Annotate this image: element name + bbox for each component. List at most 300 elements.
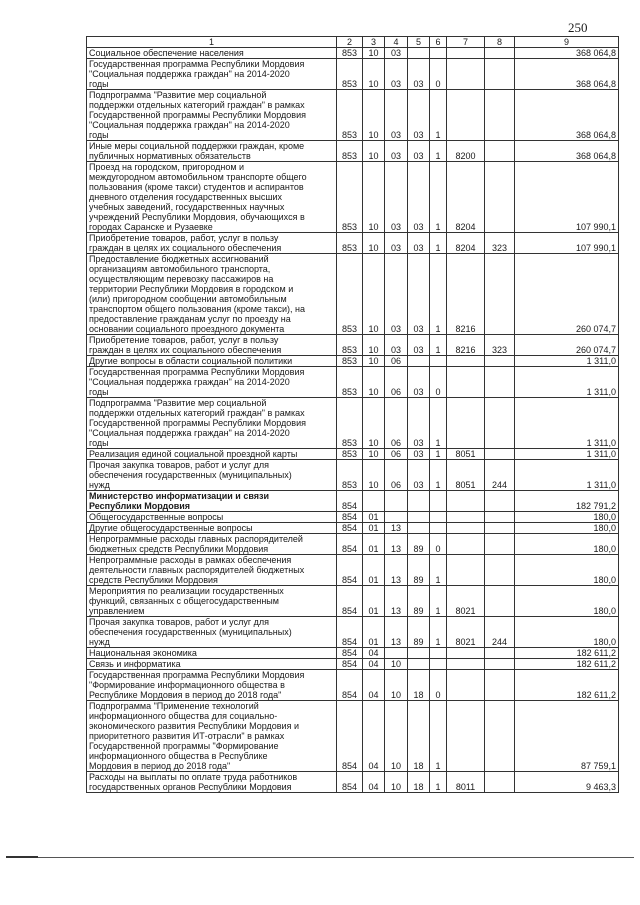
row-name-line: территории Республики Мордовия в городском и — [89, 284, 294, 294]
row-name-line: годы — [89, 387, 109, 397]
row-code: 1 — [430, 586, 447, 617]
row-name-line: Государственной программы "Формирование — [89, 741, 279, 751]
row-name-line: обеспечения государственных (муниципальных) — [89, 627, 292, 637]
row-name-line: Государственной программы Республики Мордовия — [89, 110, 306, 120]
row-code: 03 — [385, 59, 408, 90]
row-name — [87, 617, 337, 648]
table-row — [87, 460, 619, 491]
row-code: 10 — [363, 233, 385, 254]
row-name-line: "Формирование информационного общества в — [89, 680, 285, 690]
row-name-line: Прочая закупка товаров, работ и услуг для — [89, 617, 269, 627]
row-name-line: нужд — [89, 480, 110, 490]
row-code — [447, 59, 485, 90]
row-name — [87, 59, 337, 90]
row-code: 03 — [385, 90, 408, 141]
row-code: 01 — [363, 512, 385, 523]
row-code — [447, 356, 485, 367]
row-code: 10 — [363, 356, 385, 367]
row-name — [87, 648, 337, 659]
row-code — [485, 254, 515, 335]
row-code — [485, 670, 515, 701]
row-code — [485, 59, 515, 90]
row-code: 13 — [385, 586, 408, 617]
row-code: 853 — [337, 254, 363, 335]
row-code — [447, 90, 485, 141]
row-name-line: Другие вопросы в области социальной политики — [89, 356, 293, 366]
row-name-line: Общегосударственные вопросы — [89, 512, 224, 522]
row-name-line: граждан в целях их социального обеспечения — [89, 243, 282, 253]
row-code — [485, 48, 515, 59]
row-code — [485, 449, 515, 460]
row-name — [87, 491, 337, 512]
row-code: 323 — [485, 233, 515, 254]
row-code: 10 — [363, 141, 385, 162]
table-row — [87, 59, 619, 90]
row-code — [385, 512, 408, 523]
row-code: 853 — [337, 162, 363, 233]
row-code: 853 — [337, 233, 363, 254]
col-header: 9 — [515, 37, 619, 48]
table-row — [87, 254, 619, 335]
row-code: 10 — [385, 670, 408, 701]
row-code: 8011 — [447, 772, 485, 793]
row-code: 244 — [485, 617, 515, 648]
row-amount: 180,0 — [515, 617, 619, 648]
row-code: 03 — [408, 59, 430, 90]
row-code — [485, 512, 515, 523]
row-code: 853 — [337, 141, 363, 162]
row-code: 13 — [385, 617, 408, 648]
row-code: 03 — [385, 162, 408, 233]
row-code — [408, 659, 430, 670]
row-code — [485, 555, 515, 586]
page-number: 250 — [568, 20, 588, 35]
row-code — [485, 701, 515, 772]
row-amount: 180,0 — [515, 512, 619, 523]
row-name-line: Мордовия в период до 2018 года" — [89, 761, 231, 771]
row-name-line: организациям автомобильного транспорта, — [89, 264, 271, 274]
table-row — [87, 449, 619, 460]
row-name-line: Непрограммные расходы главных распорядителей — [89, 534, 303, 544]
row-code: 854 — [337, 512, 363, 523]
table-row — [87, 356, 619, 367]
row-code — [485, 398, 515, 449]
table-row — [87, 233, 619, 254]
row-code: 01 — [363, 523, 385, 534]
table-row — [87, 670, 619, 701]
row-code: 03 — [385, 48, 408, 59]
row-name-line: публичных нормативных обязательств — [89, 151, 251, 161]
row-amount: 182 611,2 — [515, 648, 619, 659]
row-code: 1 — [430, 162, 447, 233]
row-code: 8204 — [447, 162, 485, 233]
row-code — [485, 356, 515, 367]
row-name-line: Подпрограмма "Развитие мер социальной — [89, 398, 267, 408]
row-code — [430, 659, 447, 670]
table-row — [87, 90, 619, 141]
row-code — [408, 512, 430, 523]
row-code — [430, 512, 447, 523]
row-name-line: междугородном автомобильном транспорте общего — [89, 172, 307, 182]
row-amount: 260 074,7 — [515, 335, 619, 356]
row-code: 8051 — [447, 449, 485, 460]
row-code: 06 — [385, 398, 408, 449]
row-code: 1 — [430, 772, 447, 793]
row-code: 10 — [385, 772, 408, 793]
row-code: 89 — [408, 586, 430, 617]
row-code: 10 — [385, 659, 408, 670]
row-code — [447, 648, 485, 659]
footer-line — [38, 857, 634, 858]
table-row — [87, 512, 619, 523]
row-code: 0 — [430, 59, 447, 90]
row-amount: 107 990,1 — [515, 162, 619, 233]
row-code — [408, 356, 430, 367]
row-code: 1 — [430, 233, 447, 254]
row-name-line: Непрограммные расходы в рамках обеспечения — [89, 555, 292, 565]
row-name-line: Министерство информатизации и связи — [89, 491, 269, 501]
row-code — [447, 48, 485, 59]
row-name-line: экономического развития Республики Мордовия и — [89, 721, 299, 731]
row-name-line: приоритетного развития ИТ-отрасли" в рамках — [89, 731, 285, 741]
row-amount: 180,0 — [515, 534, 619, 555]
row-code: 03 — [385, 141, 408, 162]
row-code: 06 — [385, 460, 408, 491]
row-amount: 1 311,0 — [515, 356, 619, 367]
row-code: 0 — [430, 367, 447, 398]
row-name — [87, 772, 337, 793]
row-name-line: Приобретение товаров, работ, услуг в пользу — [89, 335, 279, 345]
row-code — [447, 491, 485, 512]
row-name-line: Другие общегосударственные вопросы — [89, 523, 253, 533]
row-code: 1 — [430, 701, 447, 772]
row-name-line: Подпрограмма "Развитие мер социальной — [89, 90, 267, 100]
row-name — [87, 523, 337, 534]
row-name — [87, 586, 337, 617]
row-code: 1 — [430, 141, 447, 162]
row-name-line: Подпрограмма "Применение технологий — [89, 701, 259, 711]
row-name-line: годы — [89, 130, 109, 140]
row-code: 1 — [430, 460, 447, 491]
table-row — [87, 701, 619, 772]
row-name-line: основании социального проездного документа — [89, 324, 285, 334]
row-code: 8200 — [447, 141, 485, 162]
row-code — [447, 398, 485, 449]
row-amount: 182 791,2 — [515, 491, 619, 512]
row-name-line: поддержки отдельных категорий граждан" в рамках — [89, 100, 305, 110]
row-code: 03 — [408, 233, 430, 254]
row-code: 01 — [363, 534, 385, 555]
row-code: 10 — [363, 335, 385, 356]
row-name — [87, 659, 337, 670]
row-code: 854 — [337, 670, 363, 701]
table-row — [87, 586, 619, 617]
row-amount: 1 311,0 — [515, 449, 619, 460]
row-code: 854 — [337, 586, 363, 617]
row-code: 853 — [337, 398, 363, 449]
col-header: 8 — [485, 37, 515, 48]
row-name — [87, 512, 337, 523]
row-code — [485, 659, 515, 670]
row-amount: 368 064,8 — [515, 59, 619, 90]
row-code: 10 — [363, 254, 385, 335]
row-code: 8021 — [447, 617, 485, 648]
row-name — [87, 534, 337, 555]
table-row — [87, 398, 619, 449]
row-name — [87, 90, 337, 141]
table-row — [87, 555, 619, 586]
row-name — [87, 356, 337, 367]
row-code: 0 — [430, 534, 447, 555]
row-name-line: деятельности главных распорядителей бюджетных — [89, 565, 305, 575]
row-name-line: Связь и информатика — [89, 659, 181, 669]
row-code — [408, 48, 430, 59]
col-header: 5 — [408, 37, 430, 48]
row-code: 10 — [363, 398, 385, 449]
row-amount: 1 311,0 — [515, 460, 619, 491]
row-code: 1 — [430, 254, 447, 335]
row-code: 854 — [337, 523, 363, 534]
row-name-line: информационного общества в Республике — [89, 751, 268, 761]
row-code — [447, 367, 485, 398]
row-code: 853 — [337, 449, 363, 460]
row-code — [485, 586, 515, 617]
row-name — [87, 141, 337, 162]
row-name — [87, 335, 337, 356]
row-code — [485, 367, 515, 398]
row-code: 13 — [385, 534, 408, 555]
footer-mark — [6, 856, 38, 858]
row-name-line: годы — [89, 438, 109, 448]
row-code: 03 — [408, 254, 430, 335]
row-amount: 180,0 — [515, 586, 619, 617]
row-code: 10 — [363, 449, 385, 460]
row-code: 8216 — [447, 254, 485, 335]
row-code: 03 — [408, 367, 430, 398]
row-code — [447, 523, 485, 534]
row-code: 854 — [337, 555, 363, 586]
row-name-line: Государственная программа Республики Мордовия — [89, 367, 305, 377]
row-name-line: учреждений Республики Мордовия, обучающихся в — [89, 212, 305, 222]
budget-table — [86, 36, 619, 793]
row-name-line: Республики Мордовия — [89, 501, 191, 511]
row-code — [485, 534, 515, 555]
row-code: 854 — [337, 659, 363, 670]
row-code: 04 — [363, 701, 385, 772]
row-name-line: осуществляющим перевозку пассажиров на — [89, 274, 274, 284]
row-name-line: информационного общества для социально- — [89, 711, 278, 721]
row-name-line: Республике Мордовия в период до 2018 года" — [89, 690, 282, 700]
row-code: 8204 — [447, 233, 485, 254]
row-code: 06 — [385, 356, 408, 367]
row-name-line: городах Саранске и Рузаевке — [89, 222, 213, 232]
row-amount: 180,0 — [515, 555, 619, 586]
row-code: 18 — [408, 670, 430, 701]
row-code — [485, 162, 515, 233]
row-code — [408, 523, 430, 534]
row-code — [430, 648, 447, 659]
row-code — [447, 555, 485, 586]
row-code: 854 — [337, 617, 363, 648]
row-name — [87, 162, 337, 233]
row-amount: 1 311,0 — [515, 398, 619, 449]
row-name-line: Предоставление бюджетных ассигнований — [89, 254, 269, 264]
row-code — [447, 534, 485, 555]
table-row — [87, 48, 619, 59]
row-code: 89 — [408, 617, 430, 648]
row-name-line: "Социальная поддержка граждан" на 2014-2020 — [89, 377, 290, 387]
row-name-line: бюджетных средств Республики Мордовия — [89, 544, 269, 554]
table-row — [87, 772, 619, 793]
row-name-line: Национальная экономика — [89, 648, 197, 658]
row-amount: 182 611,2 — [515, 670, 619, 701]
row-code: 89 — [408, 534, 430, 555]
col-header: 3 — [363, 37, 385, 48]
row-code — [485, 523, 515, 534]
col-header: 2 — [337, 37, 363, 48]
row-code — [363, 491, 385, 512]
row-name — [87, 449, 337, 460]
row-name-line: средств Республики Мордовия — [89, 575, 218, 585]
row-code: 853 — [337, 48, 363, 59]
row-code — [447, 659, 485, 670]
row-code — [447, 701, 485, 772]
row-name — [87, 460, 337, 491]
row-name-line: Проезд на городском, пригородном и — [89, 162, 245, 172]
row-code: 18 — [408, 772, 430, 793]
row-amount: 368 064,8 — [515, 90, 619, 141]
table-row — [87, 523, 619, 534]
row-name-line: (или) пригородном сообщении автомобильным — [89, 294, 287, 304]
row-name — [87, 233, 337, 254]
table-row — [87, 141, 619, 162]
row-name-line: Мероприятия по реализации государственных — [89, 586, 284, 596]
row-code: 10 — [363, 162, 385, 233]
row-code: 13 — [385, 523, 408, 534]
row-code: 10 — [363, 460, 385, 491]
table-row — [87, 367, 619, 398]
row-code: 01 — [363, 555, 385, 586]
row-code: 8021 — [447, 586, 485, 617]
row-name-line: пользования (кроме такси) студентов и аспирантов — [89, 182, 304, 192]
row-code — [385, 491, 408, 512]
table-row — [87, 659, 619, 670]
row-name — [87, 367, 337, 398]
row-name-line: Государственной программы Республики Мордовия — [89, 418, 306, 428]
row-code: 323 — [485, 335, 515, 356]
col-header: 1 — [87, 37, 337, 48]
row-code: 01 — [363, 586, 385, 617]
row-code — [430, 523, 447, 534]
row-name — [87, 701, 337, 772]
row-name-line: предоставление гражданам услуг по проезду на — [89, 314, 291, 324]
row-code: 13 — [385, 555, 408, 586]
table-row — [87, 335, 619, 356]
row-name-line: нужд — [89, 637, 110, 647]
row-code: 1 — [430, 555, 447, 586]
row-code: 244 — [485, 460, 515, 491]
row-amount: 368 064,8 — [515, 48, 619, 59]
row-code — [447, 670, 485, 701]
row-code: 853 — [337, 59, 363, 90]
row-name-line: граждан в целях их социального обеспечения — [89, 345, 282, 355]
row-code: 854 — [337, 534, 363, 555]
row-code: 04 — [363, 648, 385, 659]
row-code — [408, 491, 430, 512]
table-row — [87, 162, 619, 233]
row-amount: 180,0 — [515, 523, 619, 534]
row-code: 853 — [337, 356, 363, 367]
row-amount: 260 074,7 — [515, 254, 619, 335]
row-amount: 107 990,1 — [515, 233, 619, 254]
row-code: 853 — [337, 367, 363, 398]
row-name-line: Прочая закупка товаров, работ и услуг для — [89, 460, 269, 470]
row-amount: 1 311,0 — [515, 367, 619, 398]
row-code: 03 — [408, 335, 430, 356]
col-header: 6 — [430, 37, 447, 48]
row-code: 04 — [363, 670, 385, 701]
row-code: 1 — [430, 398, 447, 449]
col-header: 7 — [447, 37, 485, 48]
row-code: 10 — [363, 59, 385, 90]
row-name-line: Государственная программа Республики Мордовия — [89, 59, 305, 69]
row-code: 89 — [408, 555, 430, 586]
row-code — [485, 491, 515, 512]
row-code — [430, 356, 447, 367]
row-name-line: Приобретение товаров, работ, услуг в пользу — [89, 233, 279, 243]
table-row — [87, 534, 619, 555]
row-code: 853 — [337, 460, 363, 491]
row-code: 06 — [385, 367, 408, 398]
row-name-line: "Социальная поддержка граждан" на 2014-2020 — [89, 120, 290, 130]
row-code: 0 — [430, 670, 447, 701]
row-name — [87, 254, 337, 335]
row-code: 8216 — [447, 335, 485, 356]
row-code: 03 — [408, 449, 430, 460]
row-code: 1 — [430, 617, 447, 648]
row-code: 1 — [430, 90, 447, 141]
row-code: 03 — [408, 398, 430, 449]
row-code: 10 — [385, 701, 408, 772]
row-code: 8051 — [447, 460, 485, 491]
row-code: 04 — [363, 659, 385, 670]
row-amount: 9 463,3 — [515, 772, 619, 793]
row-code — [485, 648, 515, 659]
row-name-line: "Социальная поддержка граждан" на 2014-2020 — [89, 69, 290, 79]
row-name-line: Реализация единой социальной проездной карты — [89, 449, 298, 459]
row-code: 03 — [385, 335, 408, 356]
row-code — [385, 648, 408, 659]
row-code: 03 — [385, 254, 408, 335]
row-code: 1 — [430, 449, 447, 460]
row-code — [485, 141, 515, 162]
row-name-line: обеспечения государственных (муниципальных) — [89, 470, 292, 480]
row-name-line: Иные меры социальной поддержки граждан, кроме — [89, 141, 305, 151]
row-code: 03 — [385, 233, 408, 254]
row-code — [485, 772, 515, 793]
row-code — [408, 648, 430, 659]
row-name-line: дневного отделения государственных высших — [89, 192, 283, 202]
row-code: 10 — [363, 48, 385, 59]
row-name-line: управлением — [89, 606, 145, 616]
row-name — [87, 555, 337, 586]
row-name-line: транспортом общего пользования (кроме такси), на — [89, 304, 305, 314]
row-code: 854 — [337, 648, 363, 659]
row-amount: 182 611,2 — [515, 659, 619, 670]
row-name — [87, 670, 337, 701]
row-name — [87, 48, 337, 59]
row-name-line: Государственная программа Республики Мордовия — [89, 670, 305, 680]
